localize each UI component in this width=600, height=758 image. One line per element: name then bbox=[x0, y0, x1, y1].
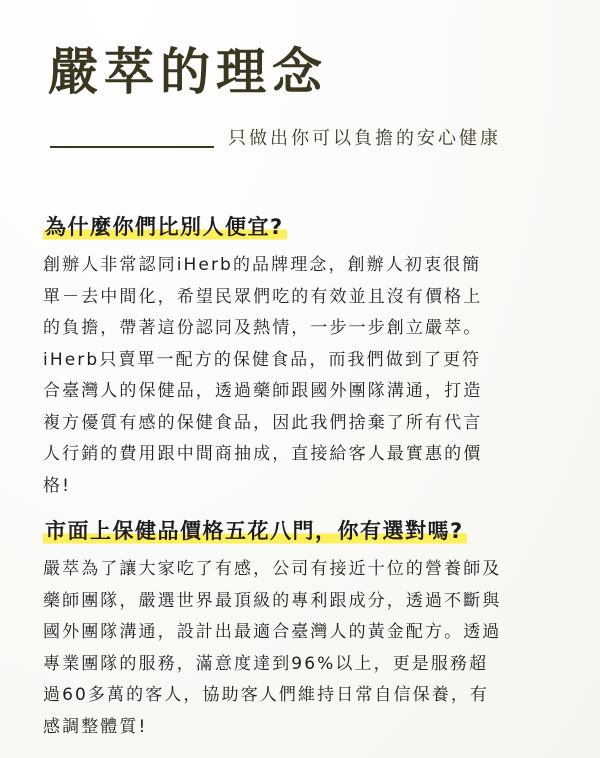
section-body bbox=[43, 554, 563, 743]
body-line: 單－去中間化，希望民眾們吃的有效並且沒有價格上 bbox=[43, 286, 483, 307]
section-body bbox=[43, 250, 563, 502]
title-divider bbox=[50, 146, 214, 148]
body-line: 合臺灣人的保健品，透過藥師跟國外團隊溝通，打造 bbox=[43, 381, 483, 401]
body-line: 專業團隊的服務，滿意度達到96%以上，更是服務超 bbox=[43, 653, 489, 674]
body-line: 創辦人非常認同iHerb的品牌理念，創辦人初衷很簡 bbox=[43, 255, 482, 275]
section-heading: 為什麼你們比別人便宜? bbox=[43, 212, 287, 242]
body-line: 複方優質有感的保健食品，因此我們捨棄了所有代言 bbox=[43, 412, 483, 433]
body-line: 人行銷的費用跟中間商抽成，直接給客人最實惠的價 bbox=[43, 444, 483, 464]
body-line: 格! bbox=[43, 475, 72, 496]
body-line: 過60多萬的客人，協助客人們維持日常自信保養，有 bbox=[43, 685, 490, 705]
body-line: 的負擔，帶著這份認同及熱情，一步一步創立嚴萃。 bbox=[43, 318, 483, 338]
page-subtitle: 只做出你可以負擔的安心健康 bbox=[228, 128, 501, 149]
body-line: 國外團隊溝通，設計出最適合臺灣人的黃金配方。透過 bbox=[43, 622, 502, 642]
body-line: 嚴萃為了讓大家吃了有感，公司有接近十位的營養師及 bbox=[43, 559, 502, 579]
page-title: 嚴萃的理念 bbox=[48, 42, 328, 101]
section-choose-right bbox=[43, 516, 563, 743]
body-line: 感調整體質! bbox=[43, 716, 148, 737]
body-line: iHerb只賣單一配方的保健食品，而我們做到了更符 bbox=[43, 349, 482, 370]
body-line: 藥師團隊，嚴選世界最頂級的專利跟成分，透過不斷與 bbox=[43, 590, 502, 611]
section-heading: 市面上保健品價格五花八門，你有選對嗎? bbox=[43, 516, 467, 546]
section-why-cheaper bbox=[43, 212, 563, 502]
